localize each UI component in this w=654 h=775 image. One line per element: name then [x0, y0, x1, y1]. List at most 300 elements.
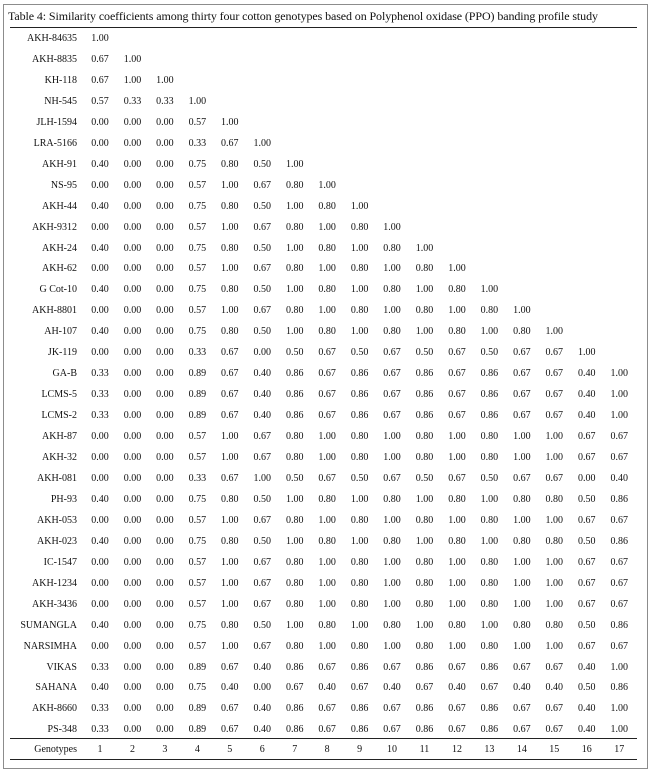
coefficient-cell: 1.00: [318, 221, 336, 233]
coefficient-cell: 1.00: [221, 577, 239, 589]
coefficient-cell: 0.80: [448, 284, 466, 296]
coefficient-cell: 0.67: [383, 724, 401, 736]
coefficient-cell: 0.40: [253, 703, 271, 715]
coefficient-cell: 1.00: [318, 598, 336, 610]
row-label: NH-545: [44, 95, 77, 107]
coefficient-cell: 0.40: [253, 661, 271, 673]
bottom-rule: [10, 759, 637, 760]
coefficient-cell: 0.00: [156, 661, 174, 673]
coefficient-cell: 1.00: [253, 137, 271, 149]
coefficient-cell: 0.67: [545, 410, 564, 422]
coefficient-cell: 0.80: [221, 493, 239, 505]
coefficient-cell: 0.33: [156, 95, 174, 107]
coefficient-cell: 0.33: [91, 703, 109, 715]
coefficient-cell: 0.00: [123, 703, 142, 715]
coefficient-cell: 0.80: [350, 305, 369, 317]
column-number: 16: [581, 744, 592, 755]
coefficient-cell: 0.00: [91, 556, 109, 568]
coefficient-cell: 0.40: [91, 158, 109, 170]
coefficient-cell: 1.00: [318, 452, 336, 463]
coefficient-cell: 0.00: [91, 116, 109, 128]
coefficient-cell: 0.80: [415, 598, 434, 610]
coefficient-cell: 0.57: [188, 598, 207, 610]
coefficient-cell: 0.80: [350, 598, 369, 610]
coefficient-cell: 0.00: [123, 368, 142, 380]
coefficient-cell: 0.67: [448, 410, 466, 422]
coefficient-cell: 1.00: [610, 368, 628, 380]
coefficient-cell: 0.40: [578, 410, 596, 422]
coefficient-cell: 0.80: [350, 263, 369, 275]
coefficient-cell: 0.00: [156, 137, 174, 149]
coefficient-cell: 0.00: [123, 263, 142, 275]
coefficient-cell: 0.67: [221, 368, 239, 380]
coefficient-cell: 0.67: [545, 724, 564, 736]
coefficient-cell: 0.00: [123, 305, 142, 317]
coefficient-cell: 0.80: [448, 535, 466, 547]
coefficient-cell: 0.80: [318, 326, 336, 338]
coefficient-cell: 0.00: [123, 472, 142, 484]
coefficient-cell: 0.67: [513, 368, 531, 380]
coefficient-cell: 0.57: [188, 556, 207, 568]
coefficient-cell: 0.75: [188, 284, 207, 296]
coefficient-cell: 0.57: [188, 640, 207, 652]
coefficient-cell: 1.00: [545, 514, 564, 526]
coefficient-cell: 0.00: [156, 158, 174, 170]
coefficient-cell: 0.67: [448, 389, 466, 401]
coefficient-cell: 0.80: [285, 263, 304, 275]
coefficient-cell: 0.00: [123, 640, 142, 652]
coefficient-cell: 0.00: [156, 703, 174, 715]
coefficient-cell: 0.67: [221, 703, 239, 715]
coefficient-cell: 0.67: [578, 556, 596, 568]
coefficient-cell: 0.80: [480, 598, 499, 610]
coefficient-cell: 1.00: [221, 640, 239, 652]
coefficient-cell: 0.00: [156, 284, 174, 296]
coefficient-cell: 0.86: [480, 368, 499, 380]
coefficient-cell: 0.89: [188, 703, 207, 715]
coefficient-cell: 0.00: [123, 221, 142, 233]
coefficient-cell: 0.80: [350, 452, 369, 463]
coefficient-cell: 0.67: [383, 661, 401, 673]
coefficient-cell: 0.75: [188, 200, 207, 212]
coefficient-cell: 0.00: [156, 431, 174, 443]
coefficient-cell: 0.80: [221, 200, 239, 212]
coefficient-cell: 0.67: [253, 305, 271, 317]
coefficient-cell: 1.00: [253, 472, 271, 484]
coefficient-cell: 1.00: [610, 724, 628, 736]
coefficient-cell: 0.50: [480, 472, 499, 484]
coefficient-cell: 0.67: [253, 431, 271, 443]
coefficient-cell: 0.80: [285, 514, 304, 526]
coefficient-cell: 0.86: [415, 368, 434, 380]
coefficient-cell: 1.00: [221, 179, 239, 191]
coefficient-cell: 1.00: [415, 493, 434, 505]
coefficient-cell: 0.80: [513, 535, 531, 547]
coefficient-cell: 0.80: [350, 514, 369, 526]
coefficient-cell: 0.57: [188, 514, 207, 526]
coefficient-cell: 0.67: [415, 682, 434, 694]
coefficient-cell: 0.00: [156, 619, 174, 631]
coefficient-cell: 0.50: [253, 535, 271, 547]
coefficient-cell: 0.80: [480, 305, 499, 317]
coefficient-cell: 0.80: [383, 326, 401, 338]
coefficient-cell: 0.86: [415, 410, 434, 422]
coefficient-cell: 0.80: [513, 619, 531, 631]
coefficient-cell: 0.67: [480, 682, 499, 694]
coefficient-cell: 0.67: [318, 724, 336, 736]
coefficient-cell: 1.00: [383, 305, 401, 317]
column-number: 7: [292, 744, 298, 755]
coefficient-cell: 0.67: [545, 661, 564, 673]
coefficient-cell: 0.89: [188, 724, 207, 736]
coefficient-cell: 0.80: [383, 242, 401, 254]
coefficient-cell: 1.00: [383, 431, 401, 443]
coefficient-cell: 1.00: [578, 347, 596, 359]
coefficient-cell: 0.00: [91, 598, 109, 610]
column-number: 8: [324, 744, 330, 755]
coefficient-cell: 0.40: [578, 389, 596, 401]
coefficient-cell: 0.50: [285, 347, 304, 359]
coefficient-cell: 1.00: [285, 326, 304, 338]
coefficient-cell: 0.67: [221, 347, 239, 359]
coefficient-cell: 0.67: [578, 640, 596, 652]
coefficient-cell: 0.67: [253, 598, 271, 610]
coefficient-cell: 0.00: [156, 535, 174, 547]
coefficient-cell: 0.50: [350, 347, 369, 359]
coefficient-cell: 0.40: [91, 619, 109, 631]
coefficient-cell: 0.50: [285, 472, 304, 484]
coefficient-cell: 1.00: [480, 284, 499, 296]
row-label: GA-B: [52, 368, 77, 380]
coefficient-cell: 0.00: [578, 472, 596, 484]
row-label: SAHANA: [35, 682, 77, 694]
row-label: PS-348: [47, 724, 77, 736]
coefficient-cell: 0.00: [156, 326, 174, 338]
coefficient-cell: 0.00: [156, 389, 174, 401]
coefficient-cell: 0.57: [188, 431, 207, 443]
column-number: 11: [419, 744, 430, 755]
coefficient-cell: 1.00: [221, 514, 239, 526]
coefficient-cell: 0.40: [221, 682, 239, 694]
coefficient-cell: 0.75: [188, 242, 207, 254]
coefficient-cell: 0.50: [253, 284, 271, 296]
coefficient-cell: 0.00: [91, 640, 109, 652]
coefficient-cell: 0.80: [285, 431, 304, 443]
coefficient-cell: 0.57: [188, 452, 207, 463]
coefficient-cell: 0.80: [415, 556, 434, 568]
coefficient-cell: 0.40: [545, 682, 564, 694]
coefficient-cell: 0.33: [91, 661, 109, 673]
coefficient-cell: 0.00: [156, 116, 174, 128]
column-number: 2: [129, 744, 135, 755]
row-label: AH-107: [44, 326, 77, 338]
coefficient-cell: 1.00: [318, 514, 336, 526]
coefficient-cell: 0.57: [188, 263, 207, 275]
coefficient-cell: 1.00: [415, 242, 434, 254]
coefficient-cell: 0.80: [545, 535, 564, 547]
column-number: 3: [162, 744, 168, 755]
coefficient-cell: 0.80: [415, 577, 434, 589]
coefficient-cell: 0.00: [123, 158, 142, 170]
coefficient-cell: 0.67: [318, 703, 336, 715]
coefficient-cell: 1.00: [448, 305, 466, 317]
coefficient-cell: 0.80: [285, 221, 304, 233]
coefficient-cell: 0.89: [188, 389, 207, 401]
coefficient-cell: 0.40: [91, 326, 109, 338]
column-number: 12: [451, 744, 462, 755]
coefficient-cell: 0.50: [415, 472, 434, 484]
coefficient-cell: 1.00: [318, 431, 336, 443]
coefficient-cell: 0.80: [318, 242, 336, 254]
coefficient-cell: 0.67: [448, 472, 466, 484]
coefficient-cell: 1.00: [513, 305, 531, 317]
coefficient-cell: 0.57: [188, 179, 207, 191]
coefficient-cell: 1.00: [123, 74, 142, 86]
coefficient-cell: 0.50: [253, 619, 271, 631]
coefficient-cell: 0.80: [318, 284, 336, 296]
coefficient-cell: 0.33: [91, 368, 109, 380]
coefficient-cell: 0.67: [221, 137, 239, 149]
coefficient-cell: 0.00: [156, 263, 174, 275]
coefficient-cell: 0.80: [480, 640, 499, 652]
coefficient-cell: 0.00: [123, 535, 142, 547]
coefficient-cell: 0.67: [513, 410, 531, 422]
coefficient-cell: 0.67: [91, 53, 109, 65]
coefficient-cell: 0.80: [350, 431, 369, 443]
coefficient-cell: 0.75: [188, 619, 207, 631]
coefficient-cell: 0.75: [188, 326, 207, 338]
coefficient-cell: 0.75: [188, 535, 207, 547]
column-number: 14: [516, 744, 527, 755]
coefficient-cell: 0.00: [156, 221, 174, 233]
coefficient-cell: 0.75: [188, 493, 207, 505]
column-number: 5: [227, 744, 233, 755]
coefficient-cell: 0.80: [221, 619, 239, 631]
row-label: JLH-1594: [36, 116, 77, 128]
coefficient-cell: 0.00: [253, 682, 271, 694]
coefficient-cell: 0.67: [383, 410, 401, 422]
coefficient-cell: 0.40: [91, 284, 109, 296]
coefficient-cell: 0.86: [350, 703, 369, 715]
coefficient-cell: 1.00: [285, 158, 304, 170]
coefficient-cell: 0.80: [480, 514, 499, 526]
coefficient-cell: 1.00: [513, 640, 531, 652]
coefficient-cell: 0.67: [448, 703, 466, 715]
coefficient-cell: 0.67: [221, 472, 239, 484]
coefficient-cell: 1.00: [513, 598, 531, 610]
coefficient-cell: 0.86: [285, 661, 304, 673]
coefficient-cell: 0.67: [383, 368, 401, 380]
coefficient-cell: 0.33: [188, 347, 207, 359]
coefficient-cell: 0.00: [91, 347, 109, 359]
coefficient-cell: 0.80: [350, 556, 369, 568]
coefficient-cell: 0.33: [91, 389, 109, 401]
coefficient-cell: 0.67: [545, 347, 564, 359]
coefficient-cell: 0.00: [123, 598, 142, 610]
top-rule: [10, 27, 637, 28]
coefficient-cell: 0.57: [188, 116, 207, 128]
coefficient-cell: 1.00: [480, 493, 499, 505]
coefficient-cell: 0.40: [610, 472, 628, 484]
coefficient-cell: 0.67: [610, 556, 628, 568]
coefficient-cell: 0.40: [318, 682, 336, 694]
coefficient-cell: 0.80: [318, 619, 336, 631]
coefficient-cell: 0.67: [253, 514, 271, 526]
coefficient-cell: 0.67: [610, 577, 628, 589]
row-label: AKH-1234: [32, 577, 77, 589]
coefficient-cell: 0.80: [285, 452, 304, 463]
row-label: LRA-5166: [33, 137, 77, 149]
coefficient-cell: 1.00: [610, 661, 628, 673]
coefficient-cell: 0.67: [318, 389, 336, 401]
coefficient-cell: 1.00: [513, 452, 531, 463]
coefficient-cell: 0.40: [578, 368, 596, 380]
coefficient-cell: 0.67: [383, 347, 401, 359]
coefficient-cell: 1.00: [480, 326, 499, 338]
coefficient-cell: 0.67: [578, 431, 596, 443]
coefficient-cell: 1.00: [221, 431, 239, 443]
coefficient-cell: 0.00: [123, 284, 142, 296]
coefficient-cell: 0.67: [545, 368, 564, 380]
coefficient-cell: 1.00: [480, 535, 499, 547]
coefficient-cell: 0.00: [91, 431, 109, 443]
column-number: 10: [387, 744, 398, 755]
coefficient-cell: 0.67: [318, 661, 336, 673]
coefficient-cell: 1.00: [545, 326, 564, 338]
coefficient-cell: 0.50: [253, 200, 271, 212]
header-rule: [10, 738, 637, 739]
row-label: SUMANGLA: [20, 619, 77, 631]
coefficient-cell: 0.86: [350, 410, 369, 422]
coefficient-cell: 0.80: [480, 431, 499, 443]
coefficient-cell: 0.67: [318, 410, 336, 422]
coefficient-cell: 0.80: [383, 535, 401, 547]
coefficient-cell: 1.00: [383, 263, 401, 275]
coefficient-cell: 0.00: [123, 493, 142, 505]
coefficient-cell: 0.80: [480, 452, 499, 463]
row-label: AKH-9312: [32, 221, 77, 233]
coefficient-cell: 0.00: [123, 577, 142, 589]
coefficient-cell: 1.00: [318, 263, 336, 275]
coefficient-cell: 0.86: [480, 661, 499, 673]
coefficient-cell: 0.75: [188, 158, 207, 170]
coefficient-cell: 0.50: [578, 493, 596, 505]
row-label: KH-118: [44, 74, 77, 86]
coefficient-cell: 0.80: [285, 598, 304, 610]
coefficient-cell: 0.80: [285, 179, 304, 191]
coefficient-cell: 1.00: [318, 577, 336, 589]
coefficient-cell: 0.67: [383, 389, 401, 401]
coefficient-cell: 0.67: [221, 724, 239, 736]
coefficient-cell: 0.00: [123, 556, 142, 568]
coefficient-cell: 0.80: [448, 493, 466, 505]
coefficient-cell: 0.40: [578, 703, 596, 715]
row-label: NARSIMHA: [23, 640, 77, 652]
coefficient-cell: 1.00: [350, 493, 369, 505]
coefficient-cell: 0.67: [318, 472, 336, 484]
row-label: AKH-081: [37, 472, 77, 484]
row-label: AKH-8801: [32, 305, 77, 317]
coefficient-cell: 0.50: [415, 347, 434, 359]
coefficient-cell: 0.67: [221, 410, 239, 422]
coefficient-cell: 0.80: [221, 284, 239, 296]
coefficient-cell: 1.00: [123, 53, 142, 65]
row-label: AKH-8660: [32, 703, 77, 715]
coefficient-cell: 1.00: [383, 452, 401, 463]
coefficient-cell: 0.80: [513, 326, 531, 338]
coefficient-cell: 1.00: [545, 640, 564, 652]
coefficient-cell: 0.40: [253, 410, 271, 422]
coefficient-cell: 0.00: [156, 410, 174, 422]
coefficient-cell: 1.00: [383, 577, 401, 589]
coefficient-cell: 1.00: [448, 514, 466, 526]
coefficient-cell: 0.67: [513, 347, 531, 359]
coefficient-cell: 0.80: [415, 263, 434, 275]
coefficient-cell: 0.00: [123, 682, 142, 694]
coefficient-cell: 1.00: [285, 284, 304, 296]
coefficient-cell: 1.00: [285, 493, 304, 505]
coefficient-cell: 0.67: [448, 368, 466, 380]
coefficient-cell: 0.80: [415, 305, 434, 317]
coefficient-cell: 0.86: [480, 410, 499, 422]
coefficient-cell: 0.67: [545, 389, 564, 401]
coefficient-cell: 0.67: [545, 703, 564, 715]
coefficient-cell: 1.00: [285, 535, 304, 547]
coefficient-cell: 1.00: [383, 556, 401, 568]
coefficient-cell: 0.67: [253, 556, 271, 568]
coefficient-cell: 1.00: [513, 514, 531, 526]
coefficient-cell: 0.00: [156, 577, 174, 589]
coefficient-cell: 1.00: [221, 305, 239, 317]
coefficient-cell: 0.00: [156, 179, 174, 191]
coefficient-cell: 1.00: [188, 95, 207, 107]
coefficient-cell: 1.00: [91, 33, 109, 44]
coefficient-cell: 0.80: [513, 493, 531, 505]
coefficient-cell: 0.86: [350, 368, 369, 380]
coefficient-cell: 0.00: [123, 137, 142, 149]
coefficient-cell: 0.00: [91, 221, 109, 233]
coefficient-cell: 0.33: [91, 724, 109, 736]
coefficient-cell: 0.00: [123, 179, 142, 191]
coefficient-cell: 0.80: [221, 535, 239, 547]
coefficient-cell: 1.00: [285, 242, 304, 254]
coefficient-cell: 0.40: [91, 535, 109, 547]
coefficient-cell: 0.00: [91, 263, 109, 275]
coefficient-cell: 0.67: [383, 703, 401, 715]
coefficient-cell: 0.33: [188, 137, 207, 149]
coefficient-cell: 1.00: [350, 200, 369, 212]
coefficient-cell: 0.00: [156, 598, 174, 610]
coefficient-cell: 0.67: [350, 682, 369, 694]
row-label: AKH-44: [42, 200, 77, 212]
coefficient-cell: 0.00: [123, 514, 142, 526]
coefficient-cell: 1.00: [513, 431, 531, 443]
coefficient-cell: 1.00: [448, 431, 466, 443]
coefficient-cell: 0.40: [513, 682, 531, 694]
coefficient-cell: 0.00: [123, 116, 142, 128]
coefficient-cell: 0.40: [253, 389, 271, 401]
column-number: 13: [484, 744, 495, 755]
coefficient-cell: 0.80: [318, 200, 336, 212]
coefficient-cell: 0.67: [253, 263, 271, 275]
coefficient-cell: 0.50: [253, 242, 271, 254]
column-number: 1: [97, 744, 103, 755]
coefficient-cell: 1.00: [545, 556, 564, 568]
column-number: 15: [549, 744, 560, 755]
coefficient-cell: 0.75: [188, 682, 207, 694]
coefficient-cell: 0.67: [253, 179, 271, 191]
coefficient-cell: 0.80: [221, 326, 239, 338]
